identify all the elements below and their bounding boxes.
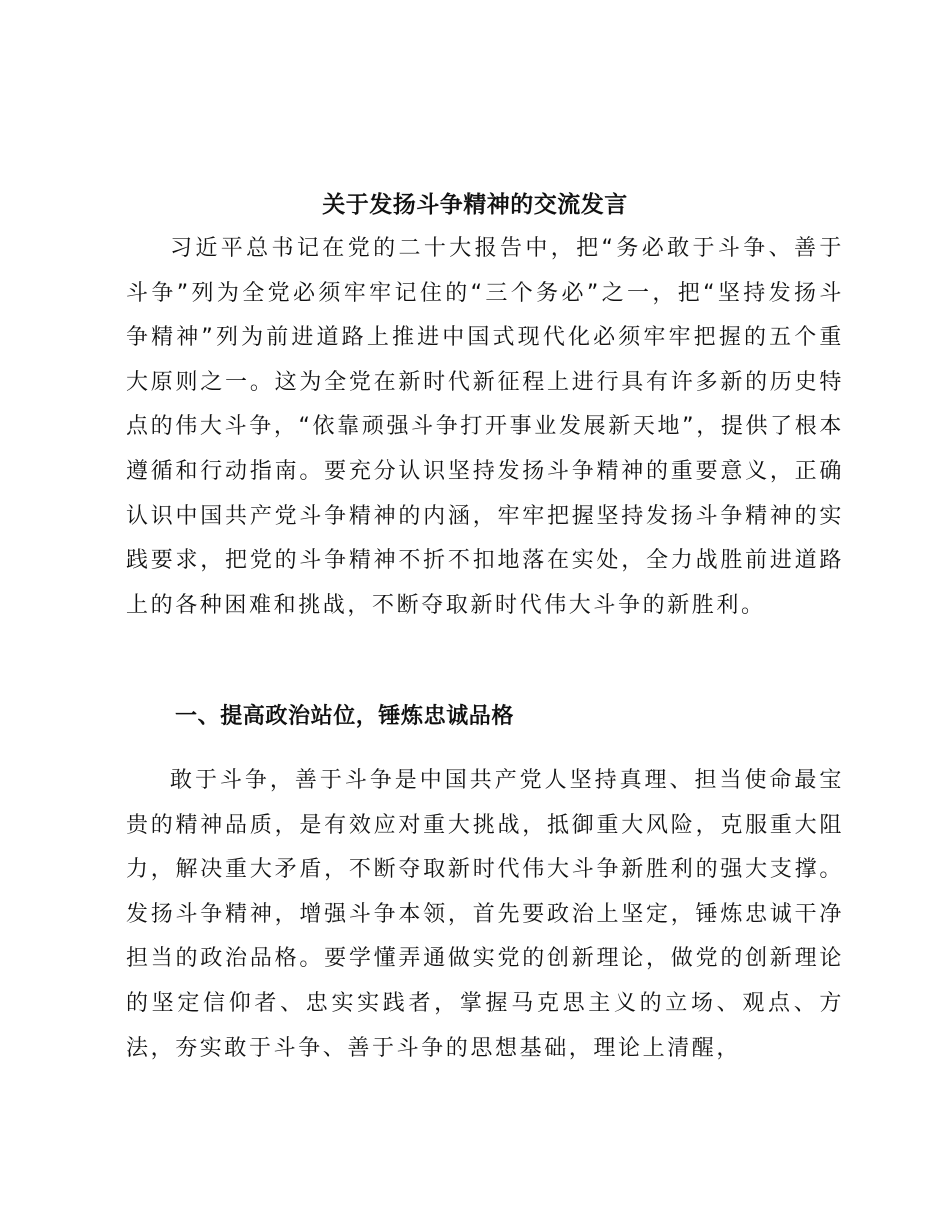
body-paragraph: 习近平总书记在党的二十大报告中，把“务必敢于斗争、善于斗争”列为全党必须牢牢记住的“三个务必”之一，把“坚持发扬斗争精神”列为前进道路上推进中国式现代化必须牢牢把握的五个重大原则之一。这为全党在新时代新征程上进行具有许多新的历史特点的伟大斗争，“依靠顽强斗争打开事业发展新天地”，提供了根本遵循和行动指南。要充分认识坚持发扬斗争精神的重要意义，正确认识中国共产党斗争精神的内涵，牢牢把握坚持发扬斗争精神的实践要求，把党的斗争精神不折不扣地落在实处，全力战胜前进道路上的各种困难和挑战，不断夺取新时代伟大斗争的新胜利。: [126, 236, 844, 618]
body-paragraph: 敢于斗争，善于斗争是中国共产党人坚持真理、担当使命最宝贵的精神品质，是有效应对重大挑战，抵御重大风险，克服重大阻力，解决重大矛盾，不断夺取新时代伟大斗争新胜利的强大支撑。发扬斗争精神，增强斗争本领，首先要政治上坚定，锤炼忠诚干净担当的政治品格。要学懂弄通做实党的创新理论，做党的创新理论的坚定信仰者、忠实实践者，掌握马克思主义的立场、观点、方法，夯实敢于斗争、善于斗争的思想基础，理论上清醒，: [126, 768, 844, 1061]
document-title: 关于发扬斗争精神的交流发言: [322, 191, 628, 219]
section-heading: 一、提高政治站位，锤炼忠诚品格: [175, 704, 515, 729]
